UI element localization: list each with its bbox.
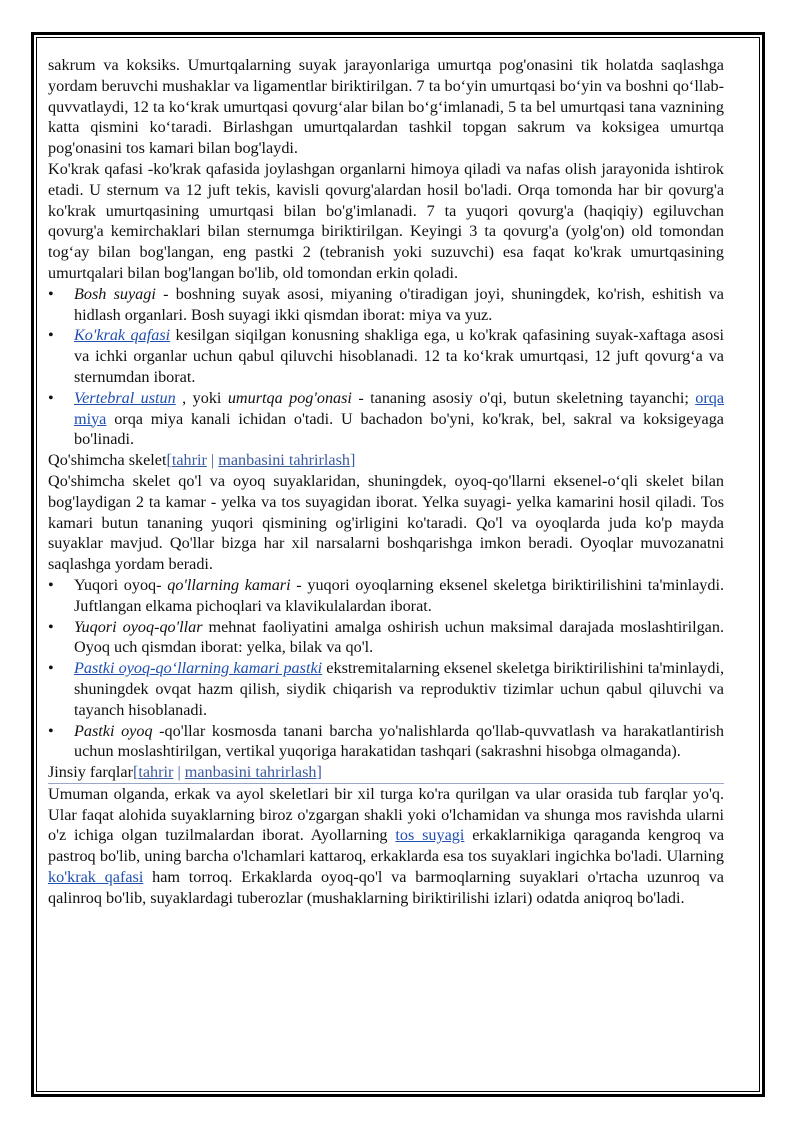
link-kokrak-qafasi[interactable]: Ko'krak qafasi (74, 326, 171, 345)
paragraph-text: ham torroq. Erkaklarda oyoq-qo'l va barmoqlarning suyaklari o'rtacha uzunroq va qalinroq bo'lib, suyaklardagi tuberozlar (mushaklarning biriktirilishi izlari) odatda aniqroq bo'ladi. (48, 868, 724, 907)
list-item (48, 658, 724, 720)
bracket: ] (349, 451, 356, 470)
list-item (48, 325, 724, 387)
link-tos-suyagi[interactable]: tos suyagi (395, 826, 465, 845)
list-item (48, 284, 724, 326)
term: umurtqa pog'onasi (227, 388, 352, 407)
heading-text: Qo'shimcha skelet (48, 451, 167, 470)
bullet-icon: • (48, 388, 54, 407)
item-text: orqa miya kanali ichidan o'tadi. U bachadon bo'yni, ko'krak, bel, sakral va koksigeyaga bo'linadi. (74, 409, 724, 449)
section-heading (48, 762, 724, 784)
separator: | (206, 451, 219, 470)
paragraph (48, 784, 724, 909)
term: qo'llarning kamari (167, 575, 291, 594)
item-text: mehnat faoliyatini amalga oshirish uchun maksimal darajada moslashtirilgan. Oyoq uch qismdan iborat: yelka, bilak va qo'l. (74, 617, 724, 657)
item-text: - yuqori oyoqlarning eksenel skeletga biriktirilishini ta'minlaydi. Juftlangan elkama pichoqlari va klavikulalardan iborat. (74, 575, 724, 615)
term: Bosh suyagi (74, 284, 156, 303)
paragraph: Qo'shimcha skelet qo'l va oyoq suyaklaridan, shuningdek, oyoq-qo'llarni eksenel-o‘qli skelet bilan bog'laydigan 2 ta kamar - yelka va tos suyagidan iborat. Yelka suyagi- yelka kamarini hosil qiladi. Tos kamari butun tananing yuqori qismining og'irligini ko'taradi. Qo'l va oyoqlarda juda ko'p mayda suyaklar mavjud. Qo'llar bizga har xil narsalarni boshqarishga imkon beradi. Oyoqlar muvozanatni saqlashga yordam beradi. (48, 471, 724, 574)
item-text: kesilgan siqilgan konusning shakliga ega, u ko'krak qafasining suyak-xaftaga asosi va ichki organlar uchun qabul qiluvchi hisoblanadi. 12 ta ko‘krak umurtqasi, 12 juft qovurg‘a va sternumdan iborat. (74, 326, 724, 386)
paragraph: Ko'krak qafasi -ko'krak qafasida joylashgan organlarni himoya qiladi va nafas olish jarayonida ishtirok etadi. U sternum va 12 juft tekis, kavisli qovurg'alardan hosil bo'ladi. Orqa tomonda har bir qovurg'a ko'krak umurtqasining umurtqasi bilan bo'g'imlanadi. 7 ta yuqori qovurg'a (haqiqiy) egiluvchan qovurg'a kemirchaklari bilan sternumga biriktirilgan. Keyingi 3 ta qovurg'a (yolg'on) old tomondan tog‘ay bilan bog'langan, eng pastki 2 (tebranish yoki suzuvchi) esa faqat ko'krak umurtqasining umurtqalari bilan bog'langan bo'lib, old tomondan erkin qoladi. (48, 159, 724, 282)
paragraph-text: Umuman olganda, erkak va ayol skeletlari bir xil turga ko'ra qurilgan va ular orasida tub farqlar yo'q. Ular faqat alohida suyaklarning biroz o'zgargan shakli yoki o'lchamidan va shunga mos ravishda ularni o'z ichiga olgan tuzilmalardan iborat. Ayollarning (48, 784, 724, 845)
bracket: [ (166, 451, 172, 470)
paragraph-text: erkaklarnikiga qaraganda kengroq va pastroq bo'lib, uning barcha o'lchamlari kattaroq, erkaklarda esa tos suyaklari ingichka bo'ladi. Ularning (48, 826, 725, 866)
link-pastki-oyoq-kamari[interactable]: Pastki oyoq-qo‘llarning kamari pastki (74, 659, 323, 678)
bullet-icon: • (48, 284, 54, 303)
term: Yuqori oyoq-qo'llar (74, 617, 203, 636)
heading-text: Jinsiy farqlar (48, 763, 133, 782)
bracket: ] (316, 763, 322, 782)
list-item (48, 721, 724, 763)
bullet-list (48, 575, 724, 762)
section-heading (48, 450, 724, 471)
list-item (48, 617, 724, 659)
item-text: - boshning suyak asosi, miyaning o'tiradigan joyi, shuningdek, ko'rish, eshitish va hidlash organlari. Bosh suyagi ikki qismdan iborat: miya va yuz. (74, 284, 724, 324)
link-orqa-miya[interactable]: orqa miya (74, 388, 725, 428)
bullet-icon: • (48, 575, 54, 594)
bullet-list (48, 284, 724, 450)
edit-source-link[interactable]: manbasini tahrirlash (218, 451, 350, 470)
edit-link[interactable]: tahrir (138, 763, 174, 782)
item-text: , yoki (175, 388, 228, 407)
term: Pastki oyoq (74, 721, 153, 740)
item-text: - tananing asosiy o'qi, butun skeletning tayanchi; (351, 388, 696, 407)
paragraph: sakrum va koksiks. Umurtqalarning suyak jarayonlariga umurtqa pog'onasini tik holatda saqlashga yordam beruvchi mushaklar va ligamentlar biriktirilgan. 7 ta bo‘yin umurtqasi bo‘yin va boshni qo‘llab-quvvatlaydi, 12 ta ko‘krak umurtqasi qovurg‘alar bilan bo‘g‘imlanadi, 5 ta bel umurtqasi tana vaznining katta qismini ko‘taradi. Birlashgan umurtqalardan tashkil topgan sakrum va koksigea umurtqa pog'onasini tos kamari bilan bog'laydi. (48, 56, 724, 158)
link-vertebral-ustun[interactable]: Vertebral ustun (74, 388, 176, 407)
bullet-icon: • (48, 721, 54, 740)
edit-link[interactable]: tahrir (171, 451, 207, 470)
bullet-icon: • (48, 659, 54, 678)
bullet-icon: • (48, 326, 54, 345)
item-text: -qo'llar kosmosda tanani barcha yo'nalishlarda qo'llab-quvvatlash va harakatlantirish uchun moslashtirilgan, vertikal yuqoriga harakatidan tashqari (sakrashni hisobga olmaganda). (74, 721, 724, 761)
separator: | (173, 763, 185, 782)
document-body (48, 55, 724, 909)
bullet-icon: • (48, 617, 54, 636)
item-text: Yuqori oyoq- (74, 575, 168, 594)
bracket: [ (132, 763, 139, 782)
edit-source-link[interactable]: manbasini tahrirlash (184, 763, 317, 782)
list-item (48, 575, 724, 617)
item-text: ekstremitalarning eksenel skeletga biriktirilishini ta'minlaydi, shuningdek ovqat hazm qilish, siydik chiqarish va reproduktiv tizimlar uchun qabul qiluvchi va tayanch hisoblanadi. (74, 659, 724, 719)
list-item (48, 388, 724, 450)
link-kokrak-qafasi-2[interactable]: ko'krak qafasi (48, 868, 144, 887)
